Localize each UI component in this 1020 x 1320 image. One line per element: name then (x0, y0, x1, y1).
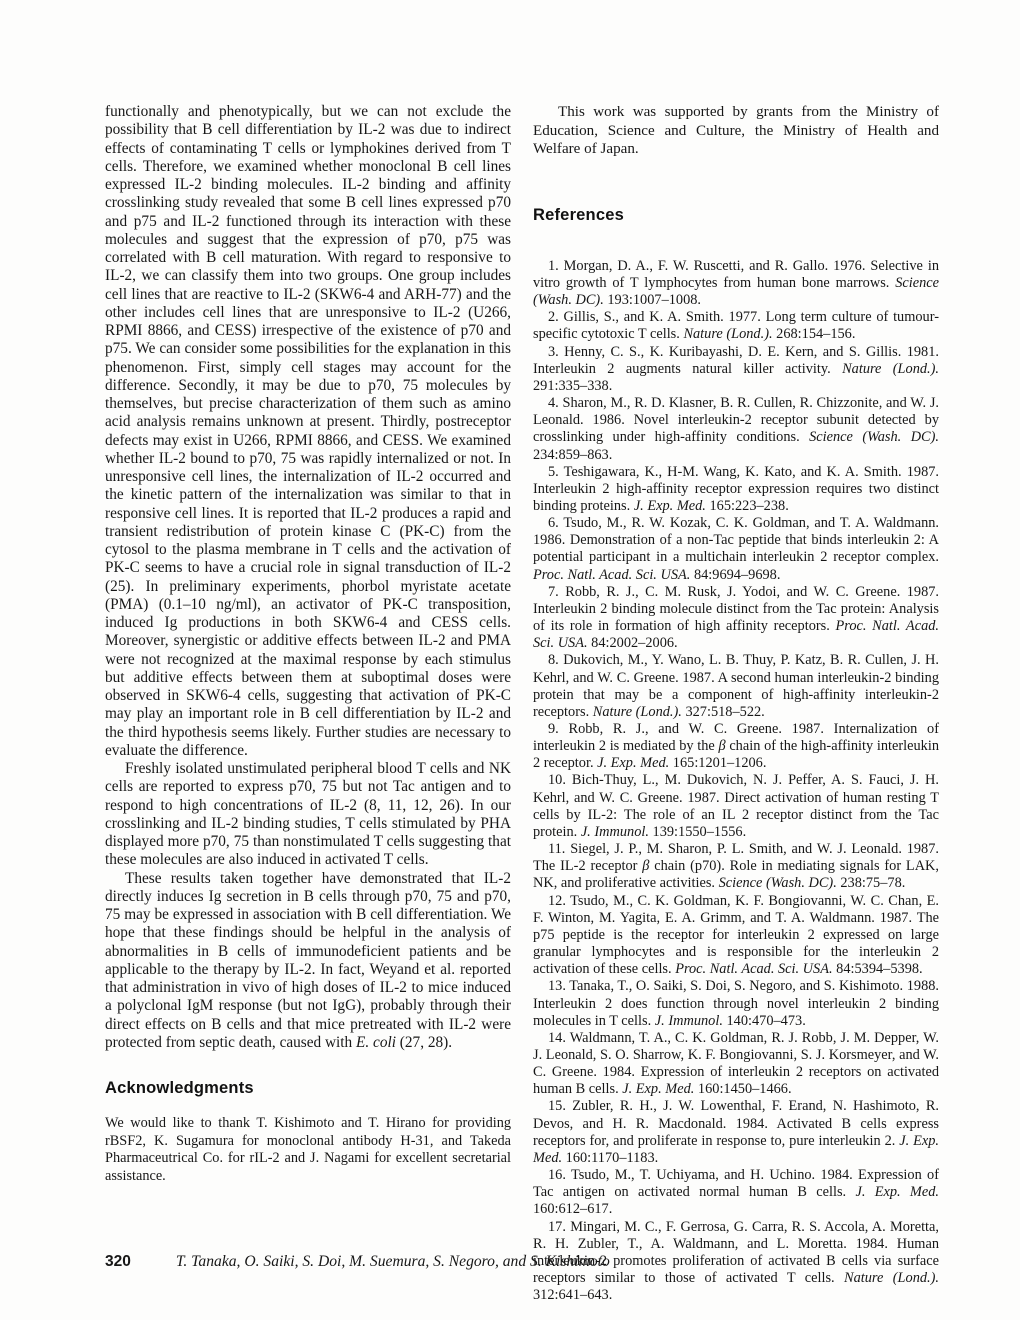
page-footer (105, 1253, 610, 1271)
reference-item: 9. Robb, R. J., and W. C. Greene. 1987. Internalization of interleukin 2 is mediated by the β chain of the high-affinity interleukin 2 receptor. J. Exp. Med. 165:1201–1206. (533, 721, 939, 772)
discussion-paragraphs (105, 103, 511, 1052)
page-number: 320 (105, 1253, 131, 1270)
discussion-paragraph: These results taken together have demonstrated that IL-2 directly induces Ig secretion in B cells through p70, 75 and p70, 75 may be expressed in association with B cell differentiation. We hope that these findings should be helpful in the analysis of abnormalities in B cells of immunodeficient patients and be applicable to the therapy by IL-2. In fact, Weyand et al. reported that administration in vivo of high doses of IL-2 to mice induced a polyclonal IgM response (but not IgG), probably through their direct effects on B cells and that mice pretreated with IL-2 were protected from septic death, caused with E. coli (27, 28). (105, 869, 511, 1051)
discussion-paragraph: functionally and phenotypically, but we can not exclude the possibility that B cell differentiation by IL-2 was due to indirect effects of contaminating T cells or lymphokines derived from T cells. Therefore, we examined whether monoclonal B cell lines expressed IL-2 binding molecules. IL-2 binding and affinity crosslinking study revealed that some B cell lines expressed p70 and p75 and IL-2 functioned through its interaction with these molecules and suggest that the expression of p70, p75 was correlated with B cell maturation. With regard to responsive to IL-2, we can classify them into two groups. One group includes cell lines that are reactive to IL-2 (SKW6-4 and ARH-77) and the other includes cell lines that are unresponsive to IL-2 (U266, RPMI 8866, and CESS) irrespective of the existence of p70 and p75. We can consider some possibilities for the explanation in this phenomenon. First, simply cell stages may account for the difference. Secondly, it may be due to p70, 75 molecules by themselves, but precise characterization of them such as amino acid analysis remains unknown at present. Thirdly, postreceptor defects may exist in U266, RPMI 8866, and CESS. We examined whether IL-2 bound to p70, 75 was rapidly internalized or not. In unresponsive cell lines, the internalization of IL-2 occurred and the kinetic pattern of the internalization was similar to that in responsive cell lines. It is reported that IL-2 produces a rapid and transient redistribution of protein kinase C (PK-C) from the cytosol to the plasma membrane in T cells and the activation of PK-C seems to have a crucial role in signal transduction of IL-2 (25). In preliminary experiments, phorbol myristate acetate (PMA) (0.1–10 ng/ml), an activator of PK-C transposition, induced Ig productions in both SKW6-4 and CESS cells. Moreover, synergistic or additive effects between IL-2 and PMA were not recognized at the maximal response by each stimulus but additive effects between them at suboptimal doses were observed in SKW6-4 cells, suggesting that activation of PK-C may play an important role in B cell differentiation by IL-2 and the third hypothesis seems likely. Further studies are necessary to evaluate the difference. (105, 103, 511, 759)
reference-item: 4. Sharon, M., R. D. Klasner, B. R. Cullen, R. Chizzonite, and W. J. Leonald. 1986. Novel interleukin-2 receptor subunit detected by crosslinking under high-affinity conditions. Science (Wash. DC). 234:859–863. (533, 395, 939, 463)
reference-item: 11. Siegel, J. P., M. Sharon, P. L. Smith, and W. J. Leonald. 1987. The IL-2 receptor β chain (p70). Role in mediating signals for LAK, NK, and proliferative activities. Science (Wash. DC). 238:75–78. (533, 841, 940, 892)
two-column-layout (105, 103, 939, 1304)
reference-item: 3. Henny, C. S., K. Kuribayashi, D. E. Kern, and S. Gillis. 1981. Interleukin 2 augments natural killer activity. Nature (Lond.). 291:335–338. (533, 343, 939, 394)
reference-item: 8. Dukovich, M., Y. Wano, L. B. Thuy, P. Katz, B. R. Cullen, J. H. Kehrl, and W. C. Greene. 1987. A second human interleukin-2 binding protein that may be a component of high-affinity interleukin-2 receptors. Nature (Lond.). 327:518–522. (533, 652, 939, 720)
reference-item: 10. Bich-Thuy, L., M. Dukovich, N. J. Peffer, A. S. Fauci, J. H. Kehrl, and W. C. Greene. 1987. Direct activation of human resting T cells by IL-2: The role of an IL 2 receptor distinct from the Tac protein. J. Immunol. 139:1550–1556. (533, 772, 939, 840)
reference-item: 1. Morgan, D. A., F. W. Ruscetti, and R. Gallo. 1976. Selective in vitro growth of T lymphocytes from human bone marrows. Science (Wash. DC). 193:1007–1008. (533, 257, 939, 309)
reference-item: 16. Tsudo, M., T. Uchiyama, and H. Uchino. 1984. Expression of Tac antigen on activated normal human B cells. J. Exp. Med. 160:612–617. (533, 1167, 939, 1218)
references-heading: References (533, 205, 624, 224)
reference-item: 6. Tsudo, M., R. W. Kozak, C. K. Goldman, and T. A. Waldmann. 1986. Demonstration of a non-Tac peptide that binds interleukin 2: A potential participant in a multichain interleukin 2 receptor complex. Proc. Natl. Acad. Sci. USA. 84:9694–9698. (533, 515, 939, 583)
running-authors: T. Tanaka, O. Saiki, S. Doi, M. Suemura, S. Negoro, and S. Kishimoto (175, 1253, 610, 1270)
acknowledgments-text: We would like to thank T. Kishimoto and T. Hirano for providing rBSF2, K. Sugamura for monoclonal antibody H-31, and Takeda Pharmaceutrical Co. for rIL-2 and J. Nagami for excellent secretarial assistance. (105, 1115, 511, 1184)
right-column (533, 103, 939, 1304)
reference-item: 14. Waldmann, T. A., C. K. Goldman, R. J. Robb, J. M. Depper, W. J. Leonald, S. O. Sharrow, K. F. Bongiovanni, S. J. Korsmeyer, and W. C. Greene. 1984. Expression of interleukin 2 receptors on activated human B cells. J. Exp. Med. 160:1450–1466. (533, 1029, 939, 1098)
discussion-paragraph: Freshly isolated unstimulated peripheral blood T cells and NK cells are reported to express p70, 75 but not Tac antigen and to respond to high concentrations of IL-2 (8, 11, 12, 26). In our crosslinking and IL-2 binding studies, T cells stimulated by PHA displayed more p70, 75 than nonstimulated T cells suggesting that these molecules are also induced in activated T cells. (105, 760, 511, 869)
acknowledgments-heading: Acknowledgments (105, 1079, 254, 1097)
reference-item: 2. Gillis, S., and K. A. Smith. 1977. Long term culture of tumour-specific cytotoxic T cells. Nature (Lond.). 268:154–156. (533, 309, 939, 343)
reference-item: 12. Tsudo, M., C. K. Goldman, K. F. Bongiovanni, W. C. Chan, E. F. Winton, M. Yagita, E. A. Grimm, and T. A. Waldmann. 1987. The p75 peptide is the receptor for interleukin 2 expressed on large granular lymphocytes and is responsible for the interleukin 2 activation of these cells. Proc. Natl. Acad. Sci. USA. 84:5394–5398. (533, 892, 939, 978)
reference-item: 13. Tanaka, T., O. Saiki, S. Doi, S. Negoro, and S. Kishimoto. 1988. Interleukin 2 does function through novel interleukin 2 binding molecules in T cells. J. Immunol. 140:470–473. (533, 978, 939, 1029)
reference-item: 17. Mingari, M. C., F. Gerrosa, G. Carra, R. S. Accola, A. Moretta, R. H. Zubler, T., A. Waldmann, and L. Moretta. 1984. Human interleukin-2 promotes proliferation of activated B cells via surface receptors similar to those of activated T cells. Nature (Lond.). 312:641–643. (533, 1218, 939, 1304)
funding-note: This work was supported by grants from the Ministry of Education, Science and Culture, the Ministry of Health and Welfare of Japan. (533, 104, 939, 158)
left-column (105, 103, 511, 1304)
reference-item: 7. Robb, R. J., C. M. Rusk, J. Yodoi, and W. C. Greene. 1987. Interleukin 2 binding molecule distinct from the Tac protein: Analysis of its role in formation of high affinity receptors. Proc. Natl. Acad. Sci. USA. 84:2002–2006. (533, 583, 939, 652)
reference-item: 15. Zubler, R. H., J. W. Lowenthal, F. Erand, N. Hashimoto, R. Devos, and H. R. Macdonald. 1984. Activated B cells express receptors for, and proliferate in response to, pure interleukin 2. J. Exp. Med. 160:1170–1183. (533, 1098, 939, 1166)
references-list (533, 258, 939, 1305)
reference-item: 5. Teshigawara, K., H-M. Wang, K. Kato, and K. A. Smith. 1987. Interleukin 2 high-affinity receptor expression requires two distinct binding proteins. J. Exp. Med. 165:223–238. (533, 463, 939, 514)
